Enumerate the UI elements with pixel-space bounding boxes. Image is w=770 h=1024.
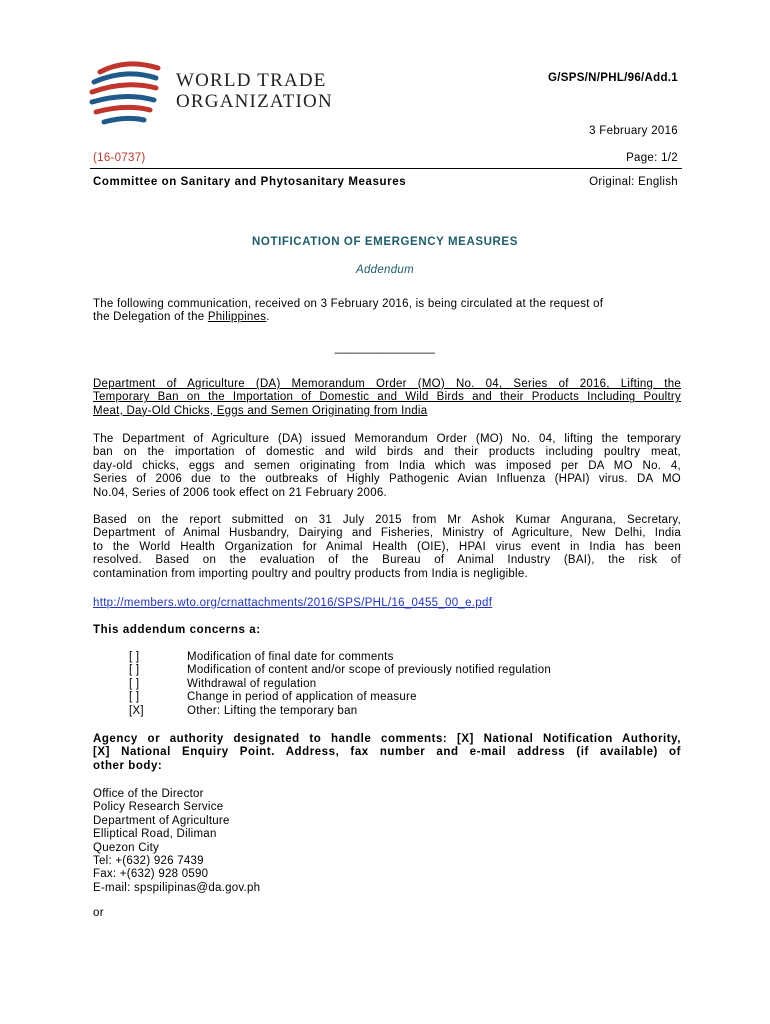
heading-line: Department of Agriculture (DA) Memorandum Order (MO) No. 04, Series of 2016, Lifting the <box>93 378 681 390</box>
header-divider <box>90 168 682 169</box>
description-paragraph <box>93 433 681 500</box>
description-line: No.04, Series of 2006 took effect on 21 February 2006. <box>93 486 387 499</box>
agency-line: Agency or authority designated to handle comments: [X] National Notification Authority, <box>93 733 681 745</box>
evaluation-line: resolved. Based on the evaluation of the Bureau of Animal Industry (BAI), the risk of <box>93 554 681 567</box>
org-name-line2: ORGANIZATION <box>176 91 333 112</box>
wto-logo-icon <box>86 58 166 134</box>
address-line: Quezon City <box>93 841 160 854</box>
address-line: Elliptical Road, Diliman <box>93 828 217 841</box>
address-line: Policy Research Service <box>93 801 224 814</box>
address-block <box>93 788 493 895</box>
address-line: Department of Agriculture <box>93 814 230 827</box>
evaluation-line: Based on the report submitted on 31 July 2015 from Mr Ashok Kumar Angurana, Secretary, <box>93 514 681 526</box>
concerns-list <box>129 651 689 718</box>
evaluation-paragraph <box>93 514 681 581</box>
original-language: Original: English <box>589 176 678 188</box>
list-item-label: Withdrawal of regulation <box>187 677 317 690</box>
intro-text: the Delegation of the <box>93 311 208 324</box>
list-item-label: Modification of final date for comments <box>187 651 394 663</box>
agency-heading <box>93 733 681 773</box>
intro-line: The following communication, received on 3 February 2016, is being circulated at the request of <box>93 298 604 310</box>
list-item <box>129 691 689 704</box>
document-number: (16-0737) <box>93 152 146 164</box>
agency-line: [X] National Enquiry Point. Address, fax number and e-mail address (if available) of <box>93 746 681 759</box>
document-symbol: G/SPS/N/PHL/96/Add.1 <box>548 72 678 84</box>
checkbox: [ ] <box>129 691 140 704</box>
list-item <box>129 678 689 691</box>
heading-line: Meat, Day-Old Chicks, Eggs and Semen Originating from India <box>93 404 428 417</box>
page-title: NOTIFICATION OF EMERGENCY MEASURES <box>252 236 518 248</box>
measure-heading <box>93 378 681 418</box>
document-date: 3 February 2016 <box>589 125 678 137</box>
or-text: or <box>93 907 104 919</box>
org-name-line1: WORLD TRADE <box>176 70 327 91</box>
committee-name: Committee on Sanitary and Phytosanitary Measures <box>93 176 407 188</box>
member-link[interactable]: Philippines <box>207 311 267 324</box>
checkbox: [ ] <box>129 677 140 690</box>
intro-period: . <box>266 311 270 324</box>
checkbox: [ ] <box>129 664 140 677</box>
address-line: Fax: +(632) 928 0590 <box>93 868 209 881</box>
separator: _______________ <box>334 342 436 354</box>
address-line: Office of the Director <box>93 788 204 800</box>
checkbox: [ ] <box>129 651 140 663</box>
heading-line: Temporary Ban on the Importation of Domestic and Wild Birds and their Products Including Poultry <box>93 391 681 404</box>
list-item-label: Change in period of application of measure <box>187 691 417 704</box>
evaluation-line: to the World Health Organization for Animal Health (OIE), HPAI virus event in India has been <box>93 540 681 553</box>
list-item <box>129 651 689 664</box>
address-line: Tel: +(632) 926 7439 <box>93 855 204 868</box>
list-item <box>129 664 689 677</box>
description-line: ban on the importation of domestic and wild birds and their products including poultry meat, <box>93 446 681 459</box>
list-item-label: Other: Lifting the temporary ban <box>187 704 358 717</box>
description-line: Series of 2006 due to the outbreaks of Highly Pathogenic Avian Influenza (HPAI) virus. DA MO <box>93 473 681 486</box>
list-item <box>129 705 689 718</box>
intro-paragraph <box>93 298 681 325</box>
page-indicator: Page: 1/2 <box>626 152 678 164</box>
concerns-heading: This addendum concerns a: <box>93 624 261 636</box>
agency-line: other body: <box>93 759 163 772</box>
subtitle: Addendum <box>355 264 415 276</box>
document-link[interactable]: http://members.wto.org/crnattachments/2016/SPS/PHL/16_0455_00_e.pdf <box>93 597 493 609</box>
list-item-label: Modification of content and/or scope of previously notified regulation <box>187 664 551 677</box>
evaluation-line: Department of Animal Husbandry, Dairying and Fisheries, Ministry of Agriculture, New Delhi, India <box>93 527 681 540</box>
description-line: day-old chicks, eggs and semen originating from India which was imposed per DA MO No. 4, <box>93 459 681 472</box>
evaluation-line: contamination from importing poultry and poultry products from India is negligible. <box>93 567 528 580</box>
address-line: E-mail: spspilipinas@da.gov.ph <box>93 881 261 894</box>
checkbox: [X] <box>129 704 144 717</box>
description-line: The Department of Agriculture (DA) issued Memorandum Order (MO) No. 04, lifting the temporary <box>93 433 681 445</box>
